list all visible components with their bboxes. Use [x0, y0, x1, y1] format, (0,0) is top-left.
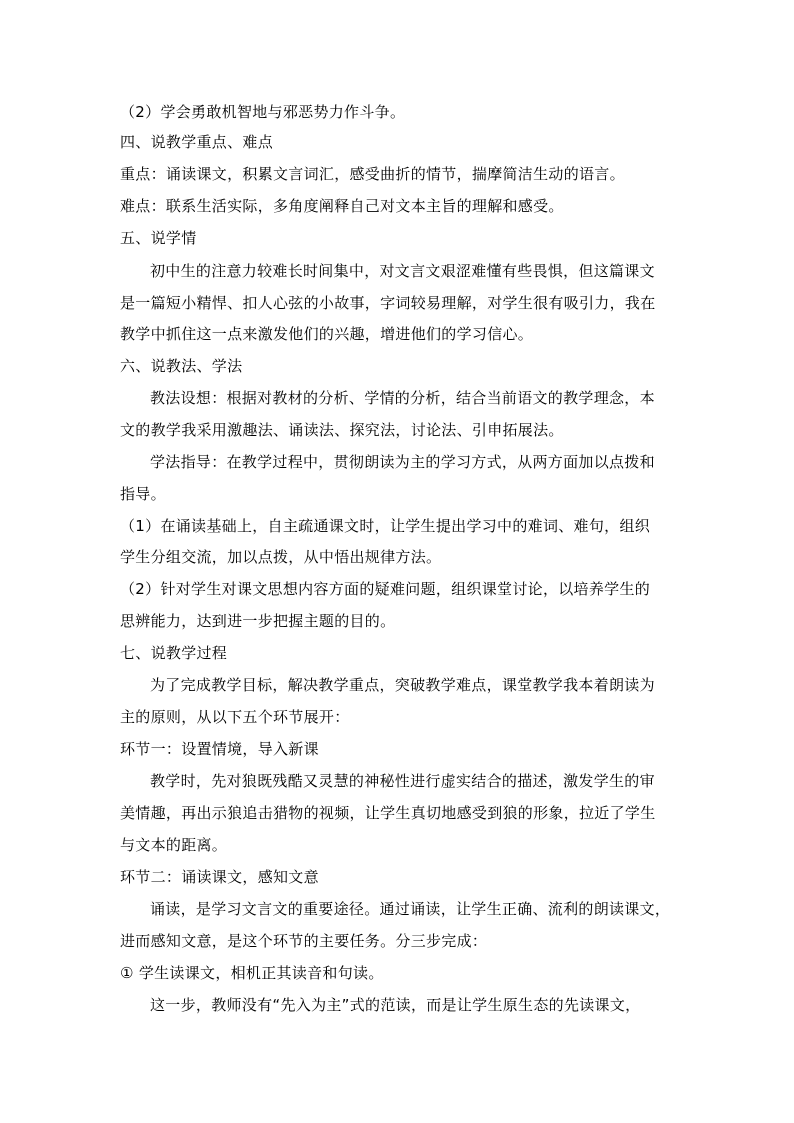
text-line: 思辨能力，达到进一步把握主题的目的。: [120, 612, 396, 630]
section-heading: 五、说学情: [120, 229, 197, 247]
text-line: 进而感知文意，是这个环节的主要任务。分三步完成：: [120, 932, 488, 950]
subsection-heading: 环节一：设置情境，导入新课: [120, 740, 319, 758]
text-line: 初中生的注意力较难长时间集中，对文言文艰涩难懂有些畏惧，但这篇课文: [150, 262, 655, 280]
text-line: 这一步，教师没有“先入为主”式的范读，而是让学生原生态的先读课文，: [150, 996, 641, 1014]
text-line: 学生分组交流，加以点拨，从中悟出规律方法。: [120, 548, 442, 566]
section-heading: 四、说教学重点、难点: [120, 133, 274, 151]
text-line: 重点：诵读课文，积累文言词汇，感受曲折的情节，揣摩简洁生动的语言。: [120, 165, 625, 183]
text-line: 学法指导：在教学过程中，贯彻朗读为主的学习方式，从两方面加以点拨和: [150, 453, 655, 471]
text-line: ① 学生读课文，相机正其读音和句读。: [120, 964, 384, 982]
subsection-heading: 环节二：诵读课文，感知文意: [120, 868, 319, 886]
text-line: 为了完成教学目标，解决教学重点，突破教学难点，课堂教学我本着朗读为: [150, 676, 655, 694]
text-line: 指导。: [120, 485, 166, 503]
text-line: 诵读，是学习文言文的重要途径。通过诵读，让学生正确、流利的朗读课文，: [150, 900, 671, 918]
text-line: 美情趣，再出示狼追击猎物的视频，让学生真切地感受到狼的形象，拉近了学生: [120, 804, 656, 822]
text-line: 文的教学我采用激趣法、诵读法、探究法，讨论法、引申拓展法。: [120, 421, 564, 439]
text-line: 难点：联系生活实际，多角度阐释自己对文本主旨的理解和感受。: [120, 197, 564, 215]
text-line: （2）学会勇敢机智地与邪恶势力作斗争。: [120, 103, 406, 121]
text-line: 教学中抓住这一点来激发他们的兴趣，增进他们的学习信心。: [120, 325, 534, 343]
text-line: 与文本的距离。: [120, 836, 228, 854]
section-heading: 七、说教学过程: [120, 644, 228, 662]
text-line: 教法设想：根据对教材的分析、学情的分析，结合当前语文的教学理念，本: [150, 389, 655, 407]
text-line: （2）针对学生对课文思想内容方面的疑难问题，组织课堂讨论，以培养学生的: [120, 580, 651, 598]
section-heading: 六、说教法、学法: [120, 357, 243, 375]
text-line: 教学时，先对狼既残酷又灵慧的神秘性进行虚实结合的描述，激发学生的审: [150, 772, 655, 790]
text-line: 主的原则，从以下五个环节展开：: [120, 708, 350, 726]
text-line: （1）在诵读基础上，自主疏通课文时，让学生提出学习中的难词、难句，组织: [120, 517, 651, 535]
text-line: 是一篇短小精悍、扣人心弦的小故事，字词较易理解，对学生很有吸引力，我在: [120, 294, 656, 312]
